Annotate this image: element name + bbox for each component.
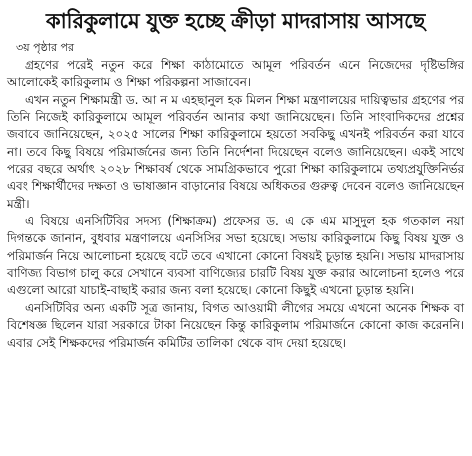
headline: কারিকুলামে যুক্ত হচ্ছে ক্রীড়া মাদরাসায় আসছে [45,9,425,33]
article-body [7,57,464,352]
article-paragraph: এনসিটিবির অন্য একটি সূত্র জানায়, বিগত আওয়ামী লীগের সময়ে এখনো অনেক শিক্ষক বা বিশেষজ্ঞ ছিলেন যারা সরকারে টাকা নিয়েছেন কিন্তু কারিকুলাম পরিমার্জনে কোনো কাজ করেননি। এবার সেই শিক্ষকদের পরিমার্জন কমিটির তালিকা থেকে বাদ দেয়া হয়েছে। [7,300,464,350]
article-paragraph: এখন নতুন শিক্ষামন্ত্রী ড. আ ন ম এহছানুল হক মিলন শিক্ষা মন্ত্রণালয়ের দায়িত্বভার গ্রহণের পর তিনি নিজেই কারিকুলামে আমূল পরিবর্তন আনার কথা জানিয়েছেন। তিনি সাংবাদিকদের প্রশ্নের জবাবে জানিয়েছেন, ২০২৫ সালের শিক্ষা কারিকুলামে হয়তো সবকিছু এখনই পরিবর্তন করা যাবে না। তবে কিছু বিষয়ে পরিমার্জনের জন্য তিনি নির্দেশনা দিয়েছেন বলেও জানিয়েছেন। একই সাথে পরের বছরে অর্থাৎ ২০২৮ শিক্ষাবর্ষ থেকে সামগ্রিকভাবে পুরো শিক্ষা কারিকুলামে তথ্যপ্রযুক্তিনির্ভর এবং শিক্ষার্থীদের দক্ষতা ও ভাষাজ্ঞান বাড়ানোর বিষয়ে অধিকতর গুরুত্ব দেবেন বলেও জানিয়েছেন মন্ত্রী। [7,92,464,211]
continued-from-label: ৩য় পৃষ্ঠার পর [16,41,75,54]
article-paragraph: গ্রহণের পরেই নতুন করে শিক্ষা কাঠামোতে আমূল পরিবর্তন এনে নিজেদের দৃষ্টিভঙ্গির আলোকেই কারিকুলাম ও শিক্ষা পরিকল্পনা সাজাবেন। [7,58,464,90]
article-paragraph: এ বিষয়ে এনসিটিবির সদস্য (শিক্ষাক্রম) প্রফেসর ড. এ কে এম মাসুদুল হক গতকাল নয়া দিগন্তকে জানান, বুধবার মন্ত্রণালয়ে এনসিসির সভা হয়েছে। সভায় কারিকুলামে কিছু বিষয় যুক্ত ও পরিমার্জন নিয়ে আলোচনা হয়েছে বটে তবে এখানো কোনো বিষয়ই চূড়ান্ত হয়নি। সভায় মাদরাসায় বাণিজ্য বিভাগ চালু করে সেখানে ব্যবসা বাণিজ্যের চারটি বিষয় যুক্ত করার আলোচনা হলেও পরে এগুলো আরো যাচাই-বাছাই করার জন্য বলা হয়েছে। কোনো কিছুই এখনো চূড়ান্ত হয়নি। [7,214,464,298]
